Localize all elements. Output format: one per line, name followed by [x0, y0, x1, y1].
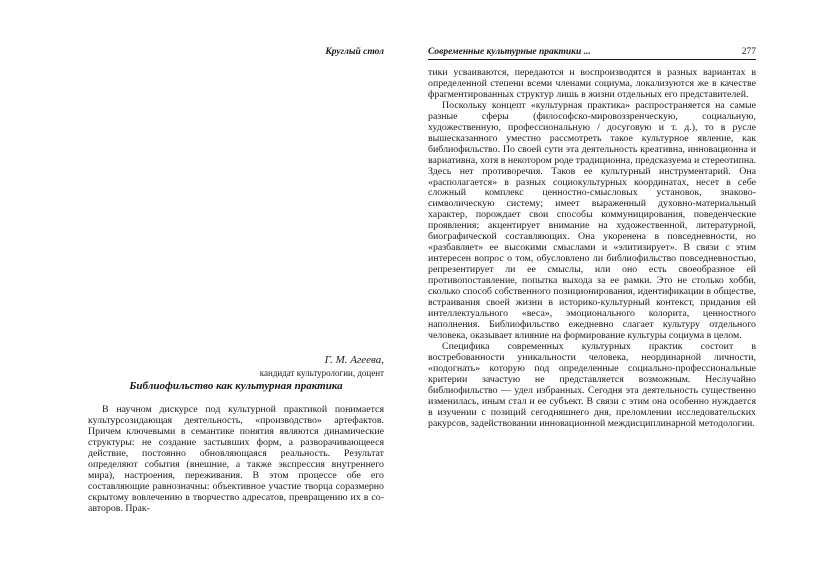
right-body-text — [428, 68, 756, 429]
author-block — [88, 354, 384, 380]
paragraph: Специфика современных культурных практик состоит в востребованности уникальности человека, неординарной личности, «подогнать» которую под определенные социально-профессиональные критерии зачастую не представляется возможным. Неслучайно библиофильство — удел избранных. Сегодня эта деятельность существенно изменилась, иным стал и ее субъект. В связи с этим она особенно нуждается в изучении с позиций сегодняшнего дня, преломлении исследовательских ракурсов, задействовании инновационной междисциплинарной методологии. — [428, 340, 756, 429]
running-head-left: Круглый стол — [325, 47, 384, 57]
running-head-right — [428, 47, 756, 60]
paragraph: Поскольку концепт «культурная практика» распространяется на самые разные сферы (философско-мировоззренческую, социальную, художественную, профессиональную / досуговую и т. д.), то в русле вышесказанного уместно рассмотреть такое культурное явление, как библиофильство. По своей сути эта деятельность креативна, инновационна и вариативна, хотя в некотором роде традиционна, предсказуема и стереотипна. Здесь нет противоречия. Таков ее культурный инструментарий. Она «располагается» в разных социокультурных координатах, несет в себе сложный комплекс ценностно-смысловых установок, знаково-символическую систему; имеет выраженный духовно-материальный характер, порождает свои способы коммуницирования, поведенческие проявления; акцентирует внимание на художественной, литературной, биографической составляющих. Она укоренена в повседневности, но «разбавляет» ее высокими смыслами и «элитизирует». В связи с этим интересен вопрос о том, обусловлено ли библиофильство повседневностью, репрезентирует ли ее смыслы, или оно есть своеобразное ей противопоставление, попытка выхода за ее рамки. Это не столько хобби, сколько способ собственного позиционирования, идентификации в обществе, встраивания своей жизни в историко-культурный контекст, придания ей интеллектуального «веса», эмоционального колорита, ценностного наполнения. Библиофильство ежедневно слагает культуру отдельного человека, оказывает влияние на формирование культуры социума в целом. — [428, 99, 756, 341]
article-title: Библиофильство как культурная практика — [129, 380, 343, 392]
running-head-title: Современные культурные практики ... — [428, 47, 591, 57]
author-degree: кандидат культурологии, доцент — [259, 368, 384, 378]
paragraph: В научном дискурсе под культурной практикой понимается культурсозидающая деятельность, «производство» артефактов. Причем ключевыми в семантике понятия являются динамические структуры: не создание застывших форм, а разворачивающееся действие, постоянно обновляющаяся реальность. Результат определяют события (внешние, а также экспрессия внутреннего мира), настроения, переживания. В этом процессе обе его составляющие равнозначны: объективное участие творца соразмерно скрытому вовлечению в творчество адресатов, превращению их в со-авторов. Прак- — [88, 404, 384, 514]
paragraph: тики усваиваются, передаются и воспроизводятся в разных вариантах в определенной степени всеми членами социума, локализуются же в качестве фрагментированных структур лишь в жизни отдельных его представителей. — [428, 67, 756, 100]
page-number: 277 — [741, 47, 756, 57]
right-page — [410, 0, 820, 580]
author-name: Г. М. Агеева, — [324, 354, 384, 366]
left-body-text — [88, 405, 384, 515]
